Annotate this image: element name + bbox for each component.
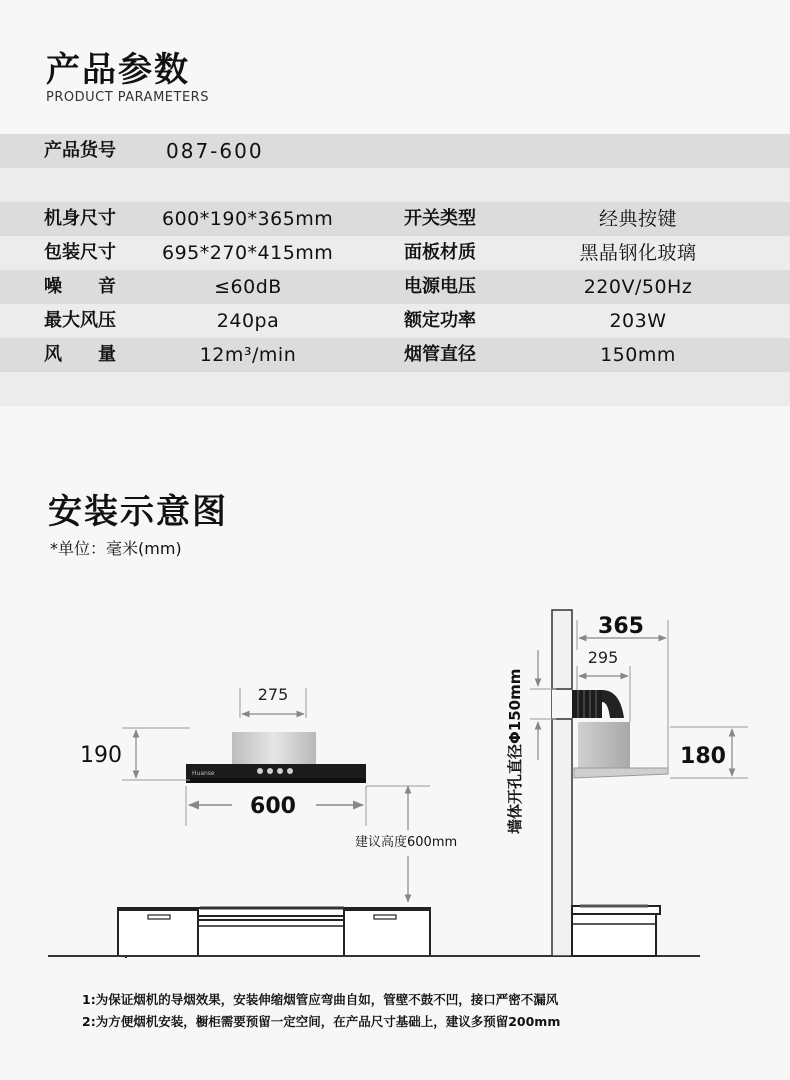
spec-row (0, 270, 790, 304)
spec-value: 12m³/min (199, 344, 297, 366)
product-value: 087-600 (166, 139, 264, 163)
spacer-band (0, 168, 790, 202)
spec-label: 最大风压 (44, 310, 116, 331)
dim-hood-width: 600 (250, 794, 296, 819)
spec-value: 600*190*365mm (162, 208, 334, 230)
spec-label: 烟管直径 (404, 344, 476, 365)
spec-label: 机身尺寸 (44, 208, 116, 229)
spec-row (0, 202, 790, 236)
spec-row (0, 304, 790, 338)
dim-recommended-height: 建议高度600mm (355, 835, 458, 850)
hood-chimney (232, 732, 316, 764)
note-line: 2:为方便烟机安装，橱柜需要预留一定空间，在产品尺寸基础上，建议多预留200mm (82, 1014, 561, 1029)
spec-value: 695*270*415mm (162, 242, 334, 264)
kitchen-cabinet-side (572, 906, 660, 956)
install-unit: *单位：毫米(mm) (50, 539, 182, 558)
dim-wall-hole: 墙体开孔直径Φ150mm (506, 668, 524, 834)
spec-label: 噪 音 (44, 276, 116, 297)
dim-depth: 365 (598, 614, 644, 639)
spec-row (0, 338, 790, 372)
spec-value: 150mm (600, 344, 676, 366)
side-hood-panel (574, 768, 668, 778)
spec-value: 黑晶钢化玻璃 (579, 242, 697, 264)
note-line: 1:为保证烟机的导烟效果，安装伸缩烟管应弯曲自如，管壁不鼓不凹，接口严密不漏风 (82, 992, 559, 1007)
flexible-duct (572, 690, 624, 718)
product-label: 产品货号 (44, 140, 116, 161)
product-row (0, 134, 790, 168)
spec-label: 开关类型 (404, 208, 476, 229)
spec-value: 240pa (216, 310, 280, 332)
spec-row (0, 236, 790, 270)
page-title: 产品参数 (46, 50, 190, 90)
spec-value: 经典按键 (598, 208, 677, 230)
spec-value: 203W (609, 310, 667, 332)
spec-value: ≤60dB (214, 276, 282, 298)
kitchen-cabinet-front (118, 908, 430, 958)
page-subtitle: PRODUCT PARAMETERS (46, 90, 209, 105)
spacer-band (0, 372, 790, 406)
spec-label: 包装尺寸 (44, 242, 116, 263)
wall (552, 610, 572, 956)
spec-label: 电源电压 (404, 276, 476, 297)
dim-side-height: 180 (680, 744, 726, 769)
side-hood-chimney (578, 722, 630, 768)
spec-value: 220V/50Hz (583, 276, 693, 298)
spec-label: 风 量 (44, 344, 116, 365)
dim-pipe-offset: 295 (587, 648, 619, 667)
dim-hood-height: 190 (80, 743, 122, 768)
installation-diagram (0, 590, 790, 980)
spec-label: 面板材质 (404, 242, 476, 263)
install-title: 安装示意图 (48, 492, 228, 532)
brand-logo: Huanse (192, 770, 215, 777)
dim-chimney-width: 275 (257, 685, 289, 704)
spec-label: 额定功率 (404, 310, 476, 331)
